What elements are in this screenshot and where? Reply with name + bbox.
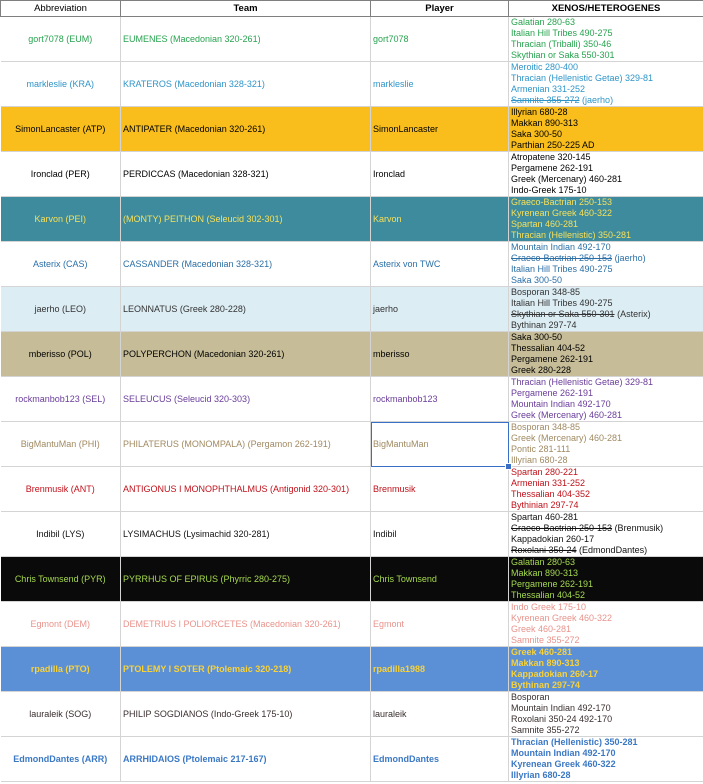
table-row [1, 692, 703, 737]
xenos-line [511, 185, 703, 196]
player-cell[interactable]: BigMantuMan [371, 422, 509, 467]
xenos-cell[interactable] [509, 197, 703, 242]
team-cell[interactable]: PHILATERUS (MONOMPALA) (Pergamon 262-191) [121, 422, 371, 467]
xenos-line [511, 208, 703, 219]
xenos-army: Mountain Indian 492-170 [511, 748, 616, 758]
xenos-line [511, 140, 703, 151]
xenos-cell[interactable] [509, 287, 703, 332]
abbreviation-cell[interactable]: Chris Townsend (PYR) [1, 557, 121, 602]
table-row [1, 602, 703, 647]
xenos-army: Greek 460-281 [511, 624, 572, 634]
xenos-army: Mountain Indian 492-170 [511, 399, 611, 409]
team-cell[interactable]: LEONNATUS (Greek 280-228) [121, 287, 371, 332]
xenos-claimant: (jaerho) [612, 253, 646, 263]
xenos-line [511, 152, 703, 163]
xenos-line [511, 613, 703, 624]
xenos-line [511, 455, 703, 466]
xenos-army: Makkan 890-313 [511, 118, 579, 128]
xenos-line [511, 579, 703, 590]
player-cell[interactable]: EdmondDantes [371, 737, 509, 782]
table-row [1, 422, 703, 467]
player-cell[interactable]: jaerho [371, 287, 509, 332]
abbreviation-cell[interactable]: Indibil (LYS) [1, 512, 121, 557]
xenos-cell[interactable] [509, 557, 703, 602]
xenos-line [511, 197, 703, 208]
xenos-army: Pergamene 262-191 [511, 163, 594, 173]
table-row [1, 242, 703, 287]
xenos-line [511, 219, 703, 230]
xenos-cell[interactable] [509, 17, 703, 62]
xenos-line [511, 365, 703, 376]
abbreviation-cell[interactable]: Asterix (CAS) [1, 242, 121, 287]
xenos-line [511, 107, 703, 118]
table-row [1, 377, 703, 422]
xenos-claimant: (Asterix) [614, 309, 651, 319]
abbreviation-cell[interactable]: Egmont (DEM) [1, 602, 121, 647]
xenos-army: Kyrenean Greek 460-322 [511, 759, 616, 769]
header-team[interactable]: Team [121, 1, 371, 17]
player-cell[interactable]: Brenmusik [371, 467, 509, 512]
xenos-line [511, 320, 703, 331]
abbreviation-cell[interactable]: Ironclad (PER) [1, 152, 121, 197]
header-player[interactable]: Player [371, 1, 509, 17]
xenos-army: Illyrian 680-28 [511, 107, 568, 117]
table-row [1, 512, 703, 557]
xenos-army: Thessalian 404-52 [511, 590, 586, 600]
xenos-cell[interactable] [509, 332, 703, 377]
xenos-line [511, 467, 703, 478]
table-row [1, 647, 703, 692]
xenos-army: Bosporan [511, 692, 550, 702]
xenos-line [511, 298, 703, 309]
xenos-line [511, 557, 703, 568]
table-row [1, 17, 703, 62]
xenos-cell[interactable] [509, 107, 703, 152]
xenos-army: Skythian or Saka 550-301 [511, 309, 615, 319]
xenos-army: Greek (Mercenary) 460-281 [511, 410, 623, 420]
xenos-army: Thracian (Hellenistic Getae) 329-81 [511, 73, 654, 83]
team-cell[interactable]: DEMETRIUS I POLIORCETES (Macedonian 320-261) [121, 602, 371, 647]
team-cell[interactable]: PERDICCAS (Macedonian 328-321) [121, 152, 371, 197]
xenos-line [511, 737, 703, 748]
xenos-line [511, 17, 703, 28]
xenos-line [511, 62, 703, 73]
xenos-line [511, 714, 703, 725]
xenos-army: Greek 280-228 [511, 365, 572, 375]
xenos-army: Armenian 331-252 [511, 478, 586, 488]
team-cell[interactable]: CASSANDER (Macedonian 328-321) [121, 242, 371, 287]
header-abbreviation[interactable]: Abbreviation [1, 1, 121, 17]
xenos-line [511, 343, 703, 354]
xenos-army: Bythinan 297-74 [511, 680, 581, 690]
team-cell[interactable]: LYSIMACHUS (Lysimachid 320-281) [121, 512, 371, 557]
xenos-army: Illyrian 680-28 [511, 455, 568, 465]
xenos-army: Italian Hill Tribes 490-275 [511, 298, 613, 308]
xenos-line [511, 39, 703, 50]
xenos-claimant: (Brenmusik) [612, 523, 664, 533]
xenos-line [511, 647, 703, 658]
xenos-line [511, 174, 703, 185]
abbreviation-cell[interactable]: Karvon (PEI) [1, 197, 121, 242]
player-cell[interactable]: Karvon [371, 197, 509, 242]
table-row [1, 287, 703, 332]
xenos-line [511, 680, 703, 691]
abbreviation-cell[interactable]: lauraleik (SOG) [1, 692, 121, 737]
xenos-army: Kyrenean Greek 460-322 [511, 208, 613, 218]
xenos-line [511, 388, 703, 399]
abbreviation-cell[interactable]: BigMantuMan (PHI) [1, 422, 121, 467]
abbreviation-cell[interactable]: gort7078 (EUM) [1, 17, 121, 62]
table-row [1, 467, 703, 512]
table-row [1, 152, 703, 197]
xenos-line [511, 84, 703, 95]
xenos-army: Thracian (Triballi) 350-46 [511, 39, 612, 49]
xenos-line [511, 433, 703, 444]
team-cell[interactable]: ANTIGONUS I MONOPHTHALMUS (Antigonid 320-301) [121, 467, 371, 512]
xenos-line [511, 28, 703, 39]
xenos-line [511, 129, 703, 140]
xenos-army: Indo-Greek 175-10 [511, 185, 587, 195]
xenos-army: Samnite 355-272 [511, 95, 580, 105]
player-cell[interactable]: Asterix von TWC [371, 242, 509, 287]
team-cell[interactable]: (MONTY) PEITHON (Seleucid 302-301) [121, 197, 371, 242]
team-cell[interactable]: PHILIP SOGDIANOS (Indo-Greek 175-10) [121, 692, 371, 737]
xenos-army: Bythinan 297-74 [511, 320, 577, 330]
abbreviation-cell[interactable]: SimonLancaster (ATP) [1, 107, 121, 152]
player-cell[interactable]: Egmont [371, 602, 509, 647]
xenos-line [511, 422, 703, 433]
xenos-cell[interactable] [509, 422, 703, 467]
xenos-army: Thracian (Hellenistic) 350-281 [511, 737, 638, 747]
xenos-cell[interactable] [509, 377, 703, 422]
xenos-army: Saka 300-50 [511, 129, 563, 139]
xenos-army: Greek 460-281 [511, 647, 573, 657]
xenos-line [511, 602, 703, 613]
xenos-army: Spartan 460-281 [511, 219, 579, 229]
xenos-cell[interactable] [509, 692, 703, 737]
player-cell[interactable]: lauraleik [371, 692, 509, 737]
xenos-line [511, 253, 703, 264]
xenos-army: Parthian 250-225 AD [511, 140, 595, 150]
xenos-line [511, 377, 703, 388]
xenos-army: Meroitic 280-400 [511, 62, 579, 72]
player-cell[interactable]: Ironclad [371, 152, 509, 197]
xenos-line [511, 759, 703, 770]
xenos-line [511, 118, 703, 129]
xenos-cell[interactable] [509, 602, 703, 647]
abbreviation-cell[interactable]: rockmanbob123 (SEL) [1, 377, 121, 422]
xenos-army: Thracian (Hellenistic) 350-281 [511, 230, 632, 240]
xenos-army: Indo Greek 175-10 [511, 602, 587, 612]
xenos-cell[interactable] [509, 647, 703, 692]
xenos-army: Skythian or Saka 550-301 [511, 50, 615, 60]
abbreviation-cell[interactable]: rpadilla (PTO) [1, 647, 121, 692]
table-row [1, 107, 703, 152]
fill-handle[interactable] [505, 463, 512, 470]
header-xenos[interactable]: XENOS/HETEROGENES [509, 1, 703, 17]
xenos-line [511, 590, 703, 601]
xenos-army: Spartan 280-221 [511, 467, 579, 477]
xenos-line [511, 275, 703, 286]
xenos-cell[interactable] [509, 152, 703, 197]
xenos-army: Greek (Mercenary) 460-281 [511, 433, 623, 443]
player-cell[interactable]: Chris Townsend [371, 557, 509, 602]
abbreviation-cell[interactable]: EdmondDantes (ARR) [1, 737, 121, 782]
xenos-line [511, 545, 703, 556]
xenos-line [511, 95, 703, 106]
team-cell[interactable]: ARRHIDAIOS (Ptolemaic 217-167) [121, 737, 371, 782]
team-cell[interactable]: KRATEROS (Macedonian 328-321) [121, 62, 371, 107]
xenos-line [511, 478, 703, 489]
xenos-army: Pergamene 262-191 [511, 388, 594, 398]
xenos-army: Samnite 355-272 [511, 635, 580, 645]
team-cell[interactable]: ANTIPATER (Macedonian 320-261) [121, 107, 371, 152]
xenos-army: Mountain Indian 492-170 [511, 242, 611, 252]
xenos-line [511, 703, 703, 714]
xenos-line [511, 489, 703, 500]
xenos-line [511, 568, 703, 579]
xenos-army: Mountain Indian 492-170 [511, 703, 611, 713]
abbreviation-cell[interactable]: mberisso (POL) [1, 332, 121, 377]
xenos-line [511, 287, 703, 298]
xenos-cell[interactable] [509, 62, 703, 107]
xenos-line [511, 50, 703, 61]
xenos-army: Armenian 331-252 [511, 84, 586, 94]
table-row [1, 197, 703, 242]
abbreviation-cell[interactable]: Brenmusik (ANT) [1, 467, 121, 512]
player-cell[interactable]: gort7078 [371, 17, 509, 62]
xenos-army: Graeco-Bactrian 250-153 [511, 197, 613, 207]
xenos-army: Bythinian 297-74 [511, 500, 579, 510]
header-row [1, 1, 703, 17]
xenos-army: Thessalian 404-52 [511, 343, 586, 353]
xenos-cell[interactable] [509, 512, 703, 557]
xenos-army: Atropatene 320-145 [511, 152, 591, 162]
xenos-army: Bosporan 348-85 [511, 422, 581, 432]
xenos-line [511, 410, 703, 421]
abbreviation-cell[interactable]: markleslie (KRA) [1, 62, 121, 107]
xenos-line [511, 624, 703, 635]
xenos-army: Pergamene 262-191 [511, 354, 594, 364]
player-cell[interactable]: mberisso [371, 332, 509, 377]
team-cell[interactable]: EUMENES (Macedonian 320-261) [121, 17, 371, 62]
abbreviation-cell[interactable]: jaerho (LEO) [1, 287, 121, 332]
xenos-army: Galatian 280-63 [511, 17, 576, 27]
table-row [1, 62, 703, 107]
xenos-line [511, 163, 703, 174]
xenos-army: Galatian 280-63 [511, 557, 576, 567]
xenos-line [511, 534, 703, 545]
xenos-line [511, 399, 703, 410]
xenos-army: Graeco-Bactrian 250-153 [511, 523, 613, 533]
xenos-line [511, 692, 703, 703]
xenos-army: Italian Hill Tribes 490-275 [511, 28, 613, 38]
xenos-army: Roxolani 350-24 492-170 [511, 714, 613, 724]
xenos-army: Spartan 460-281 [511, 512, 579, 522]
xenos-army: Kappadokian 260-17 [511, 669, 599, 679]
xenos-line [511, 635, 703, 646]
xenos-line [511, 725, 703, 736]
table-row [1, 737, 703, 782]
team-cell[interactable]: PTOLEMY I SOTER (Ptolemaic 320-218) [121, 647, 371, 692]
xenos-line [511, 309, 703, 320]
xenos-line [511, 669, 703, 680]
xenos-line [511, 523, 703, 534]
xenos-army: Greek (Mercenary) 460-281 [511, 174, 623, 184]
xenos-army: Pergamene 262-191 [511, 579, 594, 589]
xenos-cell[interactable] [509, 737, 703, 782]
xenos-army: Makkan 890-313 [511, 658, 580, 668]
table-row [1, 557, 703, 602]
xenos-claimant: (jaerho) [579, 95, 614, 105]
xenos-army: Italian Hill Tribes 490-275 [511, 264, 613, 274]
xenos-army: Roxolani 350-24 [511, 545, 577, 555]
xenos-cell[interactable] [509, 467, 703, 512]
player-cell[interactable]: Indibil [371, 512, 509, 557]
xenos-line [511, 332, 703, 343]
xenos-army: Bosporan 348-85 [511, 287, 581, 297]
xenos-army: Pontic 281-111 [511, 444, 571, 454]
xenos-cell[interactable] [509, 242, 703, 287]
xenos-line [511, 500, 703, 511]
xenos-army: Makkan 890-313 [511, 568, 579, 578]
xenos-army: Saka 300-50 [511, 332, 563, 342]
xenos-line [511, 748, 703, 759]
xenos-line [511, 73, 703, 84]
xenos-line [511, 444, 703, 455]
xenos-line [511, 230, 703, 241]
xenos-army: Samnite 355-272 [511, 725, 580, 735]
xenos-line [511, 242, 703, 253]
team-cell[interactable]: PYRRHUS OF EPIRUS (Phyrric 280-275) [121, 557, 371, 602]
player-cell[interactable]: markleslie [371, 62, 509, 107]
xenos-line [511, 512, 703, 523]
xenos-army: Illyrian 680-28 [511, 770, 571, 780]
xenos-army: Saka 300-50 [511, 275, 563, 285]
xenos-claimant: (EdmondDantes) [576, 545, 648, 555]
xenos-line [511, 658, 703, 669]
xenos-line [511, 264, 703, 275]
team-cell[interactable]: POLYPERCHON (Macedonian 320-261) [121, 332, 371, 377]
xenos-line [511, 770, 703, 781]
xenos-army: Kappadokian 260-17 [511, 534, 595, 544]
xenos-army: Thracian (Hellenistic Getae) 329-81 [511, 377, 654, 387]
xenos-line [511, 354, 703, 365]
player-cell[interactable]: rockmanbob123 [371, 377, 509, 422]
table-row [1, 332, 703, 377]
player-cell[interactable]: rpadilla1988 [371, 647, 509, 692]
xenos-army: Kyrenean Greek 460-322 [511, 613, 613, 623]
xenos-army: Thessalian 404-352 [511, 489, 591, 499]
player-cell[interactable]: SimonLancaster [371, 107, 509, 152]
team-cell[interactable]: SELEUCUS (Seleucid 320-303) [121, 377, 371, 422]
xenos-army: Graeco-Bactrian 250-153 [511, 253, 613, 263]
